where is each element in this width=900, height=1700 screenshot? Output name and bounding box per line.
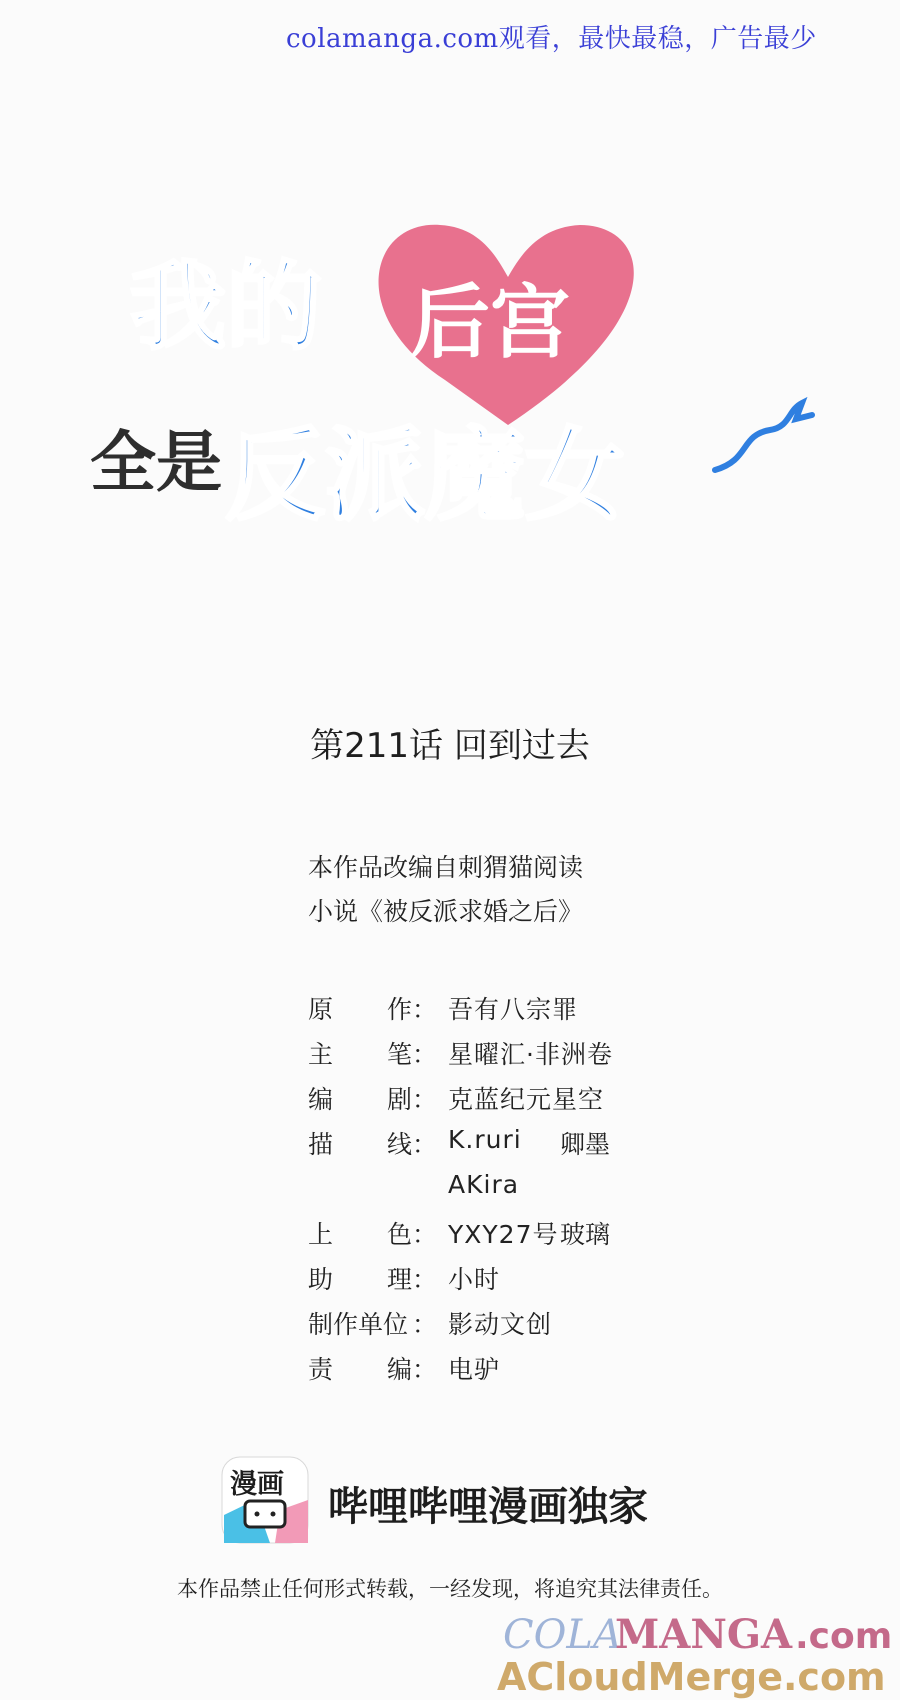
- credit-role-char: 色: [386, 1220, 412, 1249]
- watermark-acloudmerge: ACloudMerge.com: [497, 1655, 886, 1699]
- credit-role-char: 线: [386, 1130, 412, 1159]
- watermark-cola: COLA: [503, 1612, 622, 1658]
- credit-colon: ：: [412, 1310, 438, 1339]
- credit-role: [308, 990, 412, 1026]
- credit-value: AKira: [448, 1170, 520, 1199]
- credit-value-secondary: 卿墨: [560, 1130, 611, 1159]
- credit-role: [308, 1260, 412, 1296]
- credit-role: [308, 1125, 412, 1161]
- credit-role-char: 主: [308, 1040, 334, 1069]
- bilibili-manga-app-icon: [220, 1455, 310, 1545]
- credit-role-char: 理: [386, 1265, 412, 1294]
- credit-role: 制作单位: [308, 1310, 409, 1339]
- credit-value: 电驴: [448, 1355, 501, 1384]
- site-link[interactable]: colamanga.com观看，最快最稳，广告最少: [286, 24, 817, 54]
- credit-colon: ：: [412, 1085, 438, 1114]
- logo-word-1: 我的: [130, 251, 322, 363]
- credit-role: [308, 1035, 412, 1071]
- credit-role: [308, 1350, 412, 1386]
- credit-role: [308, 1080, 412, 1116]
- credit-value: 克蓝纪元星空: [448, 1085, 605, 1114]
- chapter-title: 第211话 回到过去: [310, 726, 590, 766]
- credit-colon: ：: [412, 1355, 438, 1384]
- credit-value: 小时: [448, 1265, 501, 1294]
- credit-role-char: 剧: [386, 1085, 412, 1114]
- credit-colon: ：: [412, 1130, 438, 1159]
- credit-role-char: 原: [308, 995, 334, 1024]
- credit-role-char: 助: [308, 1265, 334, 1294]
- credit-value: K.ruri: [448, 1125, 522, 1154]
- logo-heart-word: 后宫: [410, 276, 570, 369]
- credit-role: [308, 1215, 412, 1251]
- watermark-dotcom: .com: [795, 1616, 893, 1657]
- logo-word-2: 全是: [90, 424, 222, 501]
- credit-colon: ：: [412, 1265, 438, 1294]
- series-logo: [90, 205, 830, 585]
- credit-role-char: 作: [386, 995, 412, 1024]
- watermark-manga: MANGA: [615, 1611, 793, 1658]
- credit-role-char: 责: [308, 1355, 334, 1384]
- exclusive-label: 哔哩哔哩漫画独家: [328, 1484, 648, 1530]
- credit-colon: ：: [412, 1220, 438, 1249]
- credit-value: 影动文创: [448, 1310, 553, 1339]
- credit-role-char: 上: [308, 1220, 334, 1249]
- credit-colon: ：: [412, 995, 438, 1024]
- credit-role-char: 编: [386, 1355, 412, 1384]
- copyright-notice: 本作品禁止任何形式转载，一经发现，将追究其法律责任。: [177, 1577, 723, 1601]
- app-icon-text: 漫画: [230, 1469, 284, 1500]
- credit-value-secondary: 玻璃: [560, 1220, 611, 1249]
- credit-value: 吾有八宗罪: [448, 995, 579, 1024]
- credit-colon: ：: [412, 1040, 438, 1069]
- devil-tail-icon: [715, 403, 812, 470]
- credit-role-char: 编: [308, 1085, 334, 1114]
- credit-value: 星曜汇·非洲卷: [448, 1040, 613, 1069]
- credit-role-char: 笔: [386, 1040, 412, 1069]
- credit-value: YXY27号: [448, 1220, 559, 1249]
- credit-role-char: 描: [308, 1130, 334, 1159]
- colamanga-watermark: [495, 1608, 900, 1700]
- logo-word-3: 反派魔女: [225, 417, 625, 534]
- adaptation-line-2: 小说《被反派求婚之后》: [308, 897, 584, 926]
- adaptation-line-1: 本作品改编自刺猬猫阅读: [308, 853, 584, 882]
